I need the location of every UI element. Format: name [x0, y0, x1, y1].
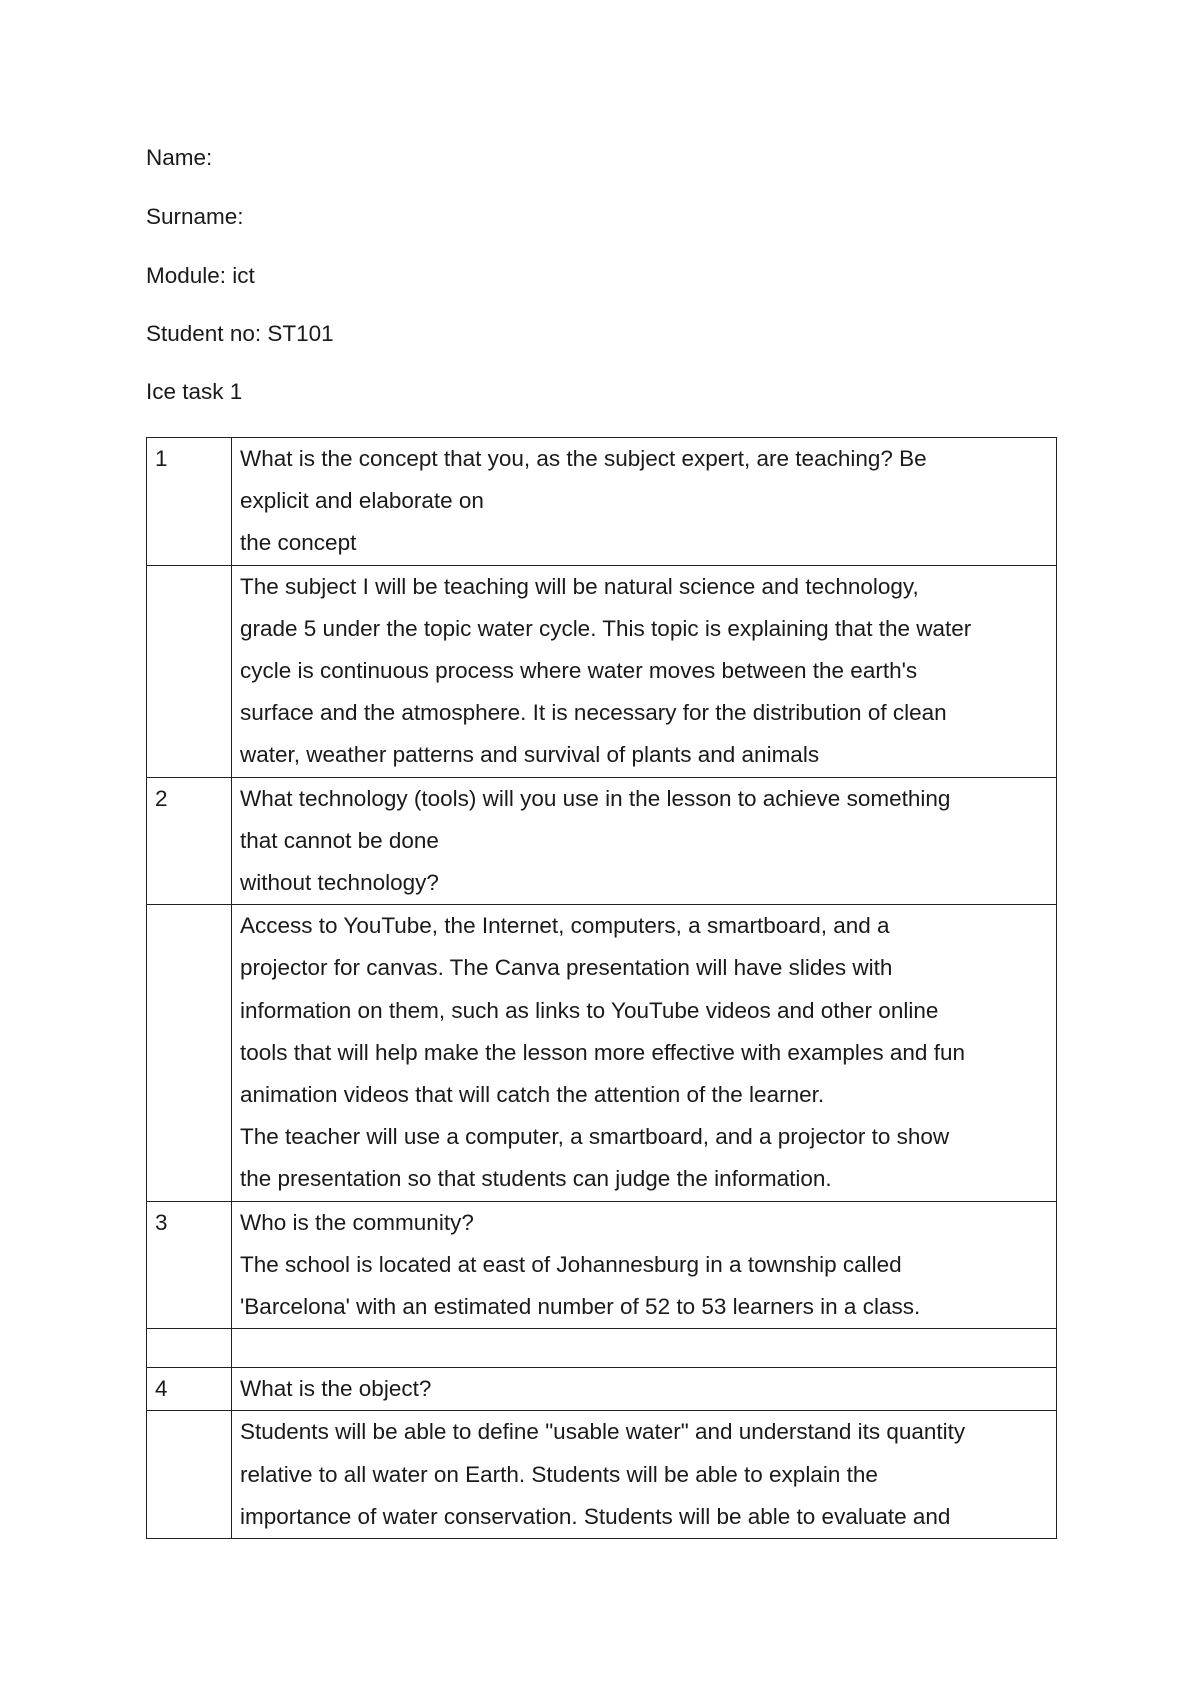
content-line: Who is the community? [240, 1209, 474, 1235]
content-line: The teacher will use a computer, a smartboard, and a projector to show [240, 1124, 950, 1150]
module-line: Module: ict [146, 263, 255, 288]
row-number-cell: 1 [147, 438, 232, 566]
row-content-cell [232, 1329, 1057, 1368]
content-line: The school is located at east of Johannesburg in a township called [240, 1251, 902, 1277]
task-table-body [147, 438, 1057, 1539]
content-line: What is the concept that you, as the subject expert, are teaching? Be [240, 446, 927, 471]
content-line: the presentation so that students can judge the information. [240, 1166, 832, 1192]
row-content-cell [232, 565, 1057, 777]
row-number-cell: 3 [147, 1201, 232, 1329]
content-line: without technology? [240, 870, 439, 896]
content-line: importance of water conservation. Students will be able to evaluate and [240, 1503, 951, 1529]
content-line: animation videos that will catch the attention of the learner. [240, 1082, 825, 1108]
row-number-cell [147, 565, 232, 777]
student-number-line: Student no: ST101 [146, 321, 334, 346]
row-content-cell [232, 438, 1057, 566]
name-field-label: Name: [146, 145, 213, 170]
content-line: information on them, such as links to YouTube videos and other online [240, 997, 939, 1023]
content-line: grade 5 under the topic water cycle. This topic is explaining that the water [240, 615, 972, 641]
content-line: water, weather patterns and survival of plants and animals [240, 742, 820, 768]
table-row [147, 1411, 1057, 1539]
content-line: explicit and elaborate on [240, 488, 484, 514]
content-line: relative to all water on Earth. Students will be able to explain the [240, 1461, 878, 1487]
row-number-cell [147, 905, 232, 1201]
table-row [147, 438, 1057, 566]
content-line: surface and the atmosphere. It is necessary for the distribution of clean [240, 700, 947, 726]
content-line: that cannot be done [240, 827, 439, 853]
content-line: What technology (tools) will you use in the lesson to achieve something [240, 785, 951, 811]
content-line: cycle is continuous process where water moves between the earth's [240, 658, 918, 684]
table-row [147, 777, 1057, 905]
row-number-cell: 2 [147, 777, 232, 905]
table-row [147, 1201, 1057, 1329]
row-content-cell [232, 1201, 1057, 1329]
table-row [147, 905, 1057, 1201]
row-number-cell [147, 1329, 232, 1368]
content-line: projector for canvas. The Canva presentation will have slides with [240, 955, 893, 981]
row-content-cell [232, 905, 1057, 1201]
row-content-cell [232, 1411, 1057, 1539]
row-number-cell [147, 1411, 232, 1539]
surname-field-label: Surname: [146, 204, 244, 229]
row-content-cell [232, 777, 1057, 905]
content-line: Access to YouTube, the Internet, computers, a smartboard, and a [240, 913, 890, 939]
task-table [146, 437, 1057, 1539]
table-row [147, 1368, 1057, 1411]
content-line: the concept [240, 530, 357, 556]
content-line: Students will be able to define "usable water" and understand its quantity [240, 1419, 966, 1445]
table-row [147, 1329, 1057, 1368]
row-content-cell [232, 1368, 1057, 1411]
content-line: 'Barcelona' with an estimated number of 52 to 53 learners in a class. [240, 1294, 921, 1320]
task-title: Ice task 1 [146, 379, 243, 404]
table-row [147, 565, 1057, 777]
row-number-cell: 4 [147, 1368, 232, 1411]
content-line: The subject I will be teaching will be natural science and technology, [240, 573, 919, 599]
content-line: tools that will help make the lesson more effective with examples and fun [240, 1039, 965, 1065]
content-line: What is the object? [240, 1376, 432, 1402]
